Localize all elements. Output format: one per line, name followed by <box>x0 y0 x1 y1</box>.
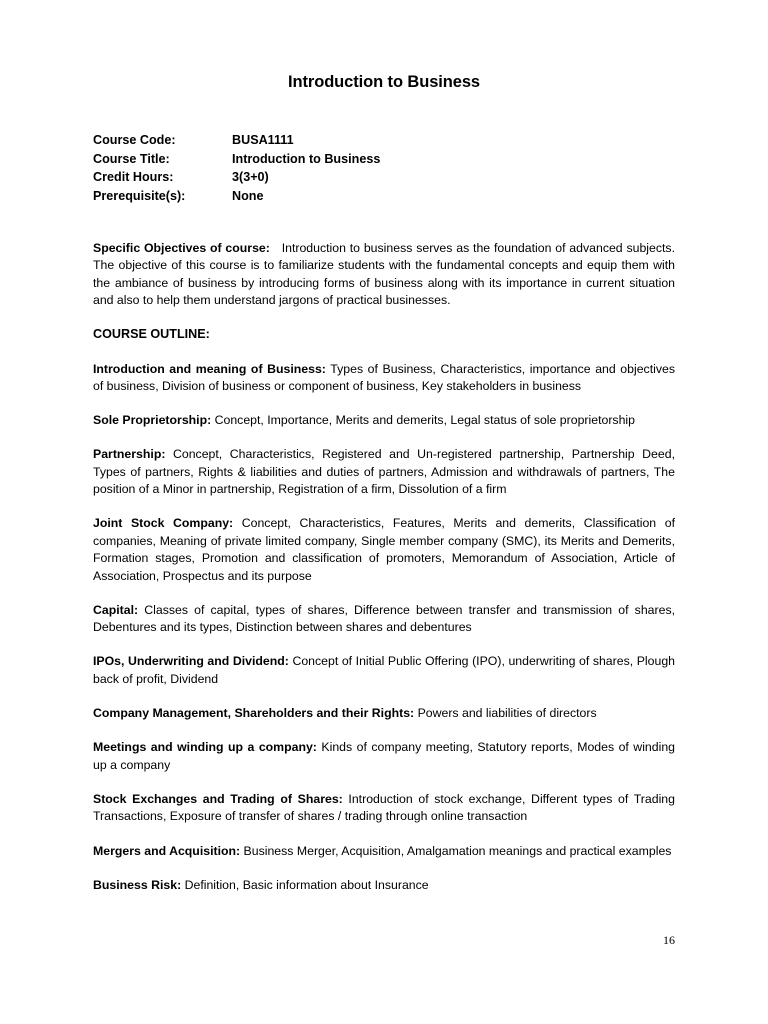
prerequisites-row <box>93 187 380 206</box>
credit-hours-value: 3(3+0) <box>232 170 269 185</box>
topic-paragraph <box>93 843 675 860</box>
topic-heading: Introduction and meaning of Business: <box>93 361 326 376</box>
topic-heading: Capital: <box>93 602 139 617</box>
course-code-label: Course Code: <box>93 133 176 147</box>
topic-heading: Sole Proprietorship: <box>93 413 212 428</box>
topic-heading: Joint Stock Company: <box>93 516 234 531</box>
course-title-row <box>93 150 380 169</box>
objectives-text: Introduction to business serves as the foundation of advanced subjects. The objective of this course is to familiarize students with the fundamental concepts and equip them with the ambiance of business by introducing forms of business along with its importance in current situation and also to help them understand jargons of practical businesses. <box>93 241 675 308</box>
topic-text: Concept, Characteristics, Features, Merits and demerits, Classification of companies, Meaning of private limited company, Single member company (SMC), its Merits and Demerits, Formation stages, Promotion and classification of promoters, Memorandum of Association, Article of Association, Prospectus and its purpose <box>93 516 675 583</box>
topic-paragraph <box>93 602 675 637</box>
credit-hours-row <box>93 168 380 187</box>
course-code-value: BUSA1111 <box>232 133 294 147</box>
page-number: 16 <box>663 933 675 947</box>
topic-paragraph <box>93 446 675 498</box>
topic-text: Concept, Characteristics, Registered and Un-registered partnership, Partnership Deed, Types of partners, Rights & liabilities and duties of partners, Admission and withdrawals of partners, The position of a Minor in partnership, Registration of a firm, Dissolution of a firm <box>93 447 675 497</box>
topic-text: Definition, Basic information about Insurance <box>184 877 429 892</box>
topic-text: Business Merger, Acquisition, Amalgamation meanings and practical examples <box>243 843 672 858</box>
topic-text: Types of Business, Characteristics, importance and objectives of business, Division of business or component of business, Key stakeholders in business <box>93 361 675 394</box>
course-info-block <box>93 131 380 206</box>
topic-paragraph <box>93 705 675 722</box>
topic-heading: Business Risk: <box>93 877 182 892</box>
topic-heading: Meetings and winding up a company: <box>93 740 317 755</box>
topic-paragraph <box>93 361 675 396</box>
course-outline-heading: COURSE OUTLINE: <box>93 327 210 342</box>
topic-text: Kinds of company meeting, Statutory reports, Modes of winding up a company <box>93 740 676 772</box>
topic-text: Classes of capital, types of shares, Difference between transfer and transmission of shares, Debentures and its types, Distinction between shares and debentures <box>93 602 676 635</box>
objectives-paragraph <box>93 240 675 310</box>
topic-paragraph <box>93 653 675 688</box>
course-code-row <box>93 131 380 150</box>
topic-paragraph <box>93 791 675 826</box>
course-title-value: Introduction to Business <box>232 151 381 166</box>
topic-heading: IPOs, Underwriting and Dividend: <box>93 654 289 669</box>
document-title: Introduction to Business <box>288 73 480 91</box>
topic-heading: Stock Exchanges and Trading of Shares: <box>93 791 343 806</box>
prerequisites-value: None <box>232 189 264 204</box>
topic-heading: Partnership: <box>93 447 166 462</box>
topic-heading: Company Management, Shareholders and their Rights: <box>93 706 415 721</box>
topic-text: Concept, Importance, Merits and demerits, Legal status of sole proprietorship <box>214 413 635 428</box>
topic-paragraph <box>93 515 675 585</box>
objectives-label: Specific Objectives of course: <box>93 241 270 255</box>
topic-text: Introduction of stock exchange, Different types of Trading Transactions, Exposure of transfer of shares / trading through online transaction <box>93 791 675 824</box>
topic-text: Concept of Initial Public Offering (IPO), underwriting of shares, Plough back of profit, Dividend <box>93 654 676 686</box>
document-body <box>93 240 675 911</box>
topic-paragraph <box>93 412 675 429</box>
topic-heading: Mergers and Acquisition: <box>93 843 241 858</box>
prerequisites-label: Prerequisite(s): <box>93 189 186 204</box>
topic-text: Powers and liabilities of directors <box>417 706 597 721</box>
topic-paragraph <box>93 739 675 774</box>
course-title-label: Course Title: <box>93 151 170 166</box>
topic-paragraph <box>93 877 675 894</box>
credit-hours-label: Credit Hours: <box>93 170 174 185</box>
